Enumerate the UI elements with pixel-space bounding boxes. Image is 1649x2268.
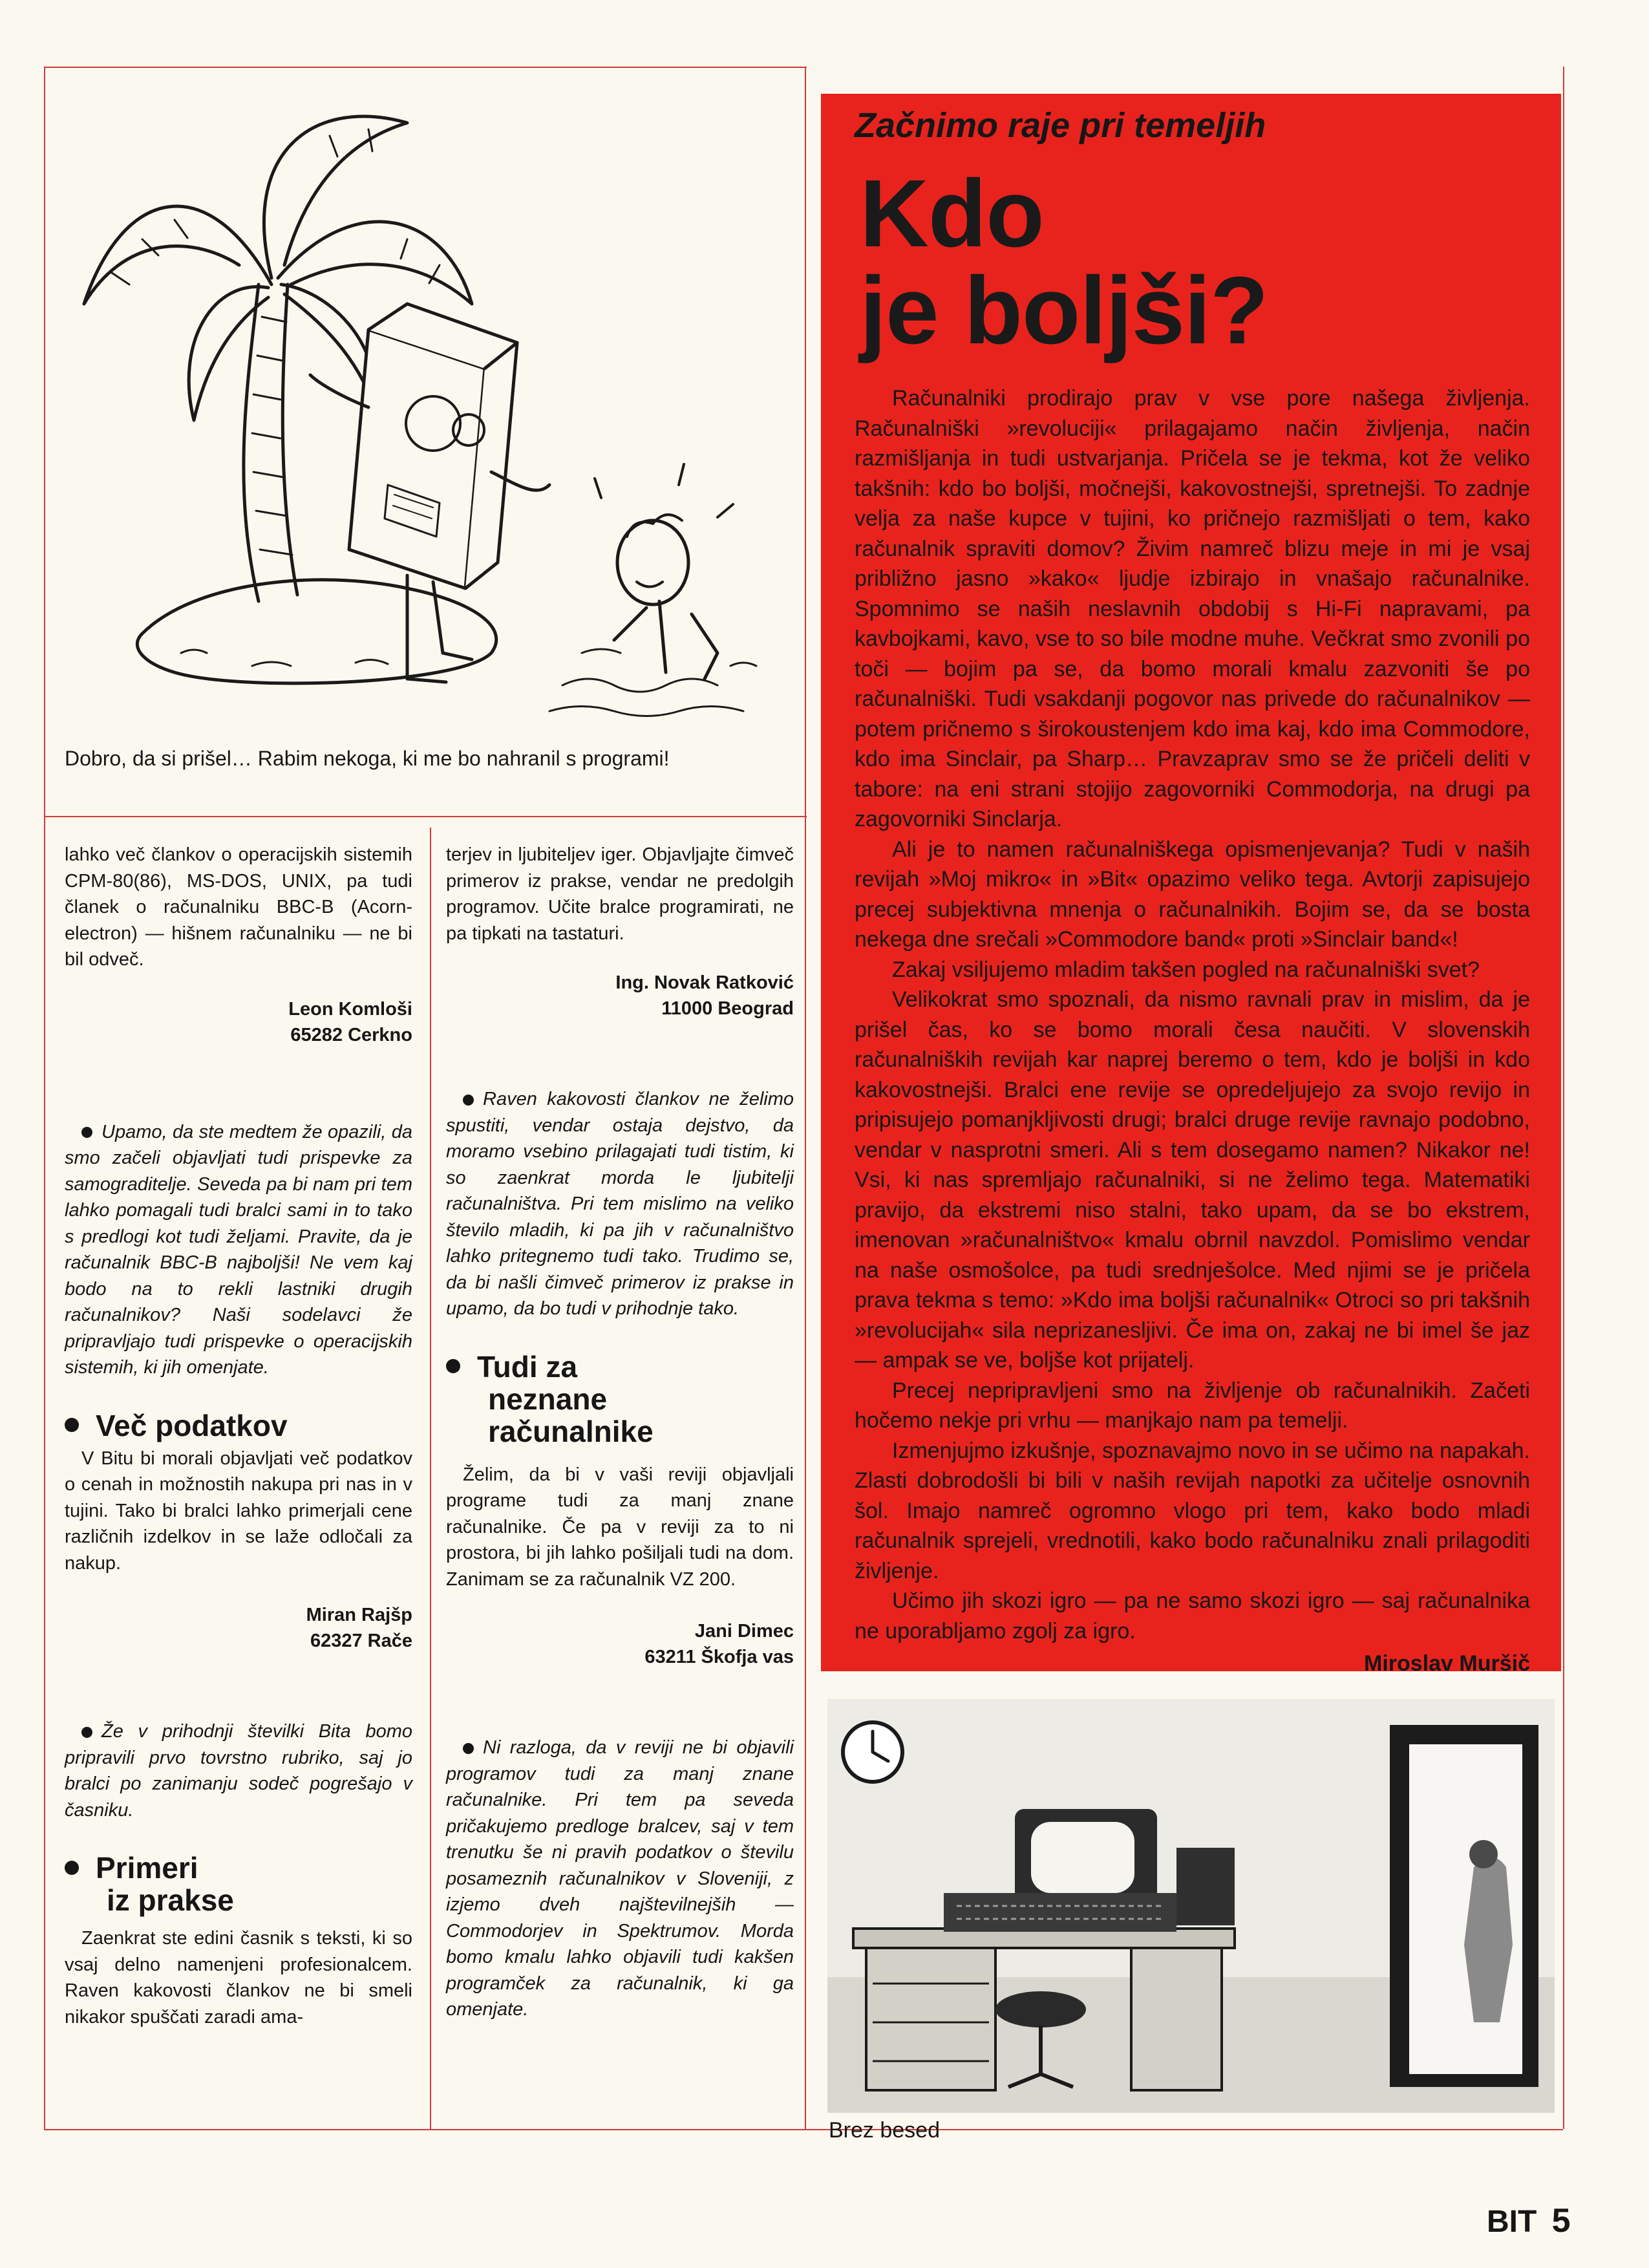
column-divider-letters xyxy=(430,828,431,2129)
letter-text: Zaenkrat ste edini časnik s teksti, ki so vsaj delno namenjeni profesionalcem. Raven kakovosti člankov ne bi smeli nikakor spuščati zaradi ama- xyxy=(65,1928,412,2027)
page-footer xyxy=(1487,2201,1571,2240)
section-heading: Tudi za xyxy=(446,1351,794,1383)
article-body xyxy=(855,383,1530,1679)
article-paragraph: Precej nepripravljeni smo na življenje ob računalnikih. Začeti hočemo nekje pri vrhu — manjkajo nam pa temelji. xyxy=(855,1378,1530,1433)
island-cartoon-drawing xyxy=(45,71,776,756)
section-heading-line: neznane xyxy=(488,1382,608,1416)
letters-column-left xyxy=(65,842,412,2030)
letter-signature-place: 62327 Rače xyxy=(310,1631,412,1651)
letter-signature-name: Jani Dimec xyxy=(694,1621,794,1642)
column-divider-main xyxy=(805,67,806,2129)
frame-top-rule xyxy=(44,67,807,68)
editor-reply: Že v prihodnji številki Bita bomo pripravili prvo tovrstno rubriko, saj jo bralci po zanimanju sodeč pogrešajo v časniku. xyxy=(65,1721,412,1821)
article-paragraph: Velikokrat smo spoznali, da nismo ravnali prav in mislim, da je prišel čas, ko se bomo morali česa naučiti. V slovenskih računalniških revijah kar naprej beremo o tem, kdo je boljši in kdo kakovostnejši. Bralci ene revije se opredeljujejo za svojo revijo in pripisujejo pomanjkljivosti drugi; bralci druge revije ravnajo podobno, vendar v nasprotni smeri. Ali s tem dosegamo namen? Nikakor ne! Vsi, ki nas spremljajo računalniki, si ne želimo tega. Matematiki pravijo, da ekstremi niso stalni, tako upam, da se bo ekstrem, imenovan »računalništvo« kmalu obrnil navzdol. Pomislimo vendar na naše osmošolce, pa tudi srednješolce. Med njimi se je pričela prava tekma s temo: »Kdo ima boljši računalnik« Otroci so pri takšnih »revolucijah« sila neprizanesljivi. Če ima on, zakaj ne bi imel še jaz — ampak se ve, boljše kot prijatelj. xyxy=(855,987,1530,1373)
article-paragraph: Ali je to namen računalniškega opismenjevanja? Tudi v naših revijah »Moj mikro« in »Bit« opazimo veliko tega. Avtorji zapisujejo precej subjektivna mnenja o računalnikih. Bojim se, da se bosta nekega dne srečali »Commodore band« proti »Sinclair band«! xyxy=(855,837,1530,952)
editor-reply: Ni razloga, da v reviji ne bi objavili programov tudi za manj znane računalnike. Pri tem pa seveda pričakujemo predloge bralcev, saj v tem trenutku še ni pravih podatkov o številu posameznih računalnikov v Sloveniji, z izjemo dveh najštevilnejših — Commodorjev in Spektrumov. Morda bomo kmalu lahko objavili tudi kakšen programček za računalnik, ki ga omenjate. xyxy=(446,1737,794,2020)
letter-text: terjev in ljubiteljev iger. Objavljajte čimveč primerov iz prakse, vendar ne predolgih programov. Učite bralce programirati, ne pa tipkati na tastaturi. xyxy=(446,844,794,944)
magazine-name: BIT xyxy=(1487,2205,1537,2239)
bullet-icon xyxy=(81,1727,92,1738)
section-heading-line: iz prakse xyxy=(107,1883,234,1917)
letter-text: Želim, da bi v vaši reviji objavljali programe tudi za manj znane računalnike. Če pa v reviji za to ni prostora, bi jih lahko pošiljali tudi na dom. Zanimam se za računalnik VZ 200. xyxy=(446,1464,794,1590)
article-paragraph: Učimo jih skozi igro — pa ne samo skozi igro — saj računalnika ne uporabljamo zgolj za igro. xyxy=(855,1589,1530,1643)
article-red-box xyxy=(821,94,1561,1676)
letter-signature-place: 63211 Škofja vas xyxy=(644,1647,794,1667)
computer-room-drawing xyxy=(827,1699,1555,2113)
letter-text: lahko več člankov o operacijskih sistemih CPM-80(86), MS-DOS, UNIX, pa tudi članek o računalniku BBC-B (Acorn-electron) — hišnem računalniku — ne bi bil odveč. xyxy=(65,844,412,970)
frame-right-rule xyxy=(1563,67,1564,2129)
computer-room-cartoon xyxy=(827,1699,1555,2113)
article-paragraph: Računalniki prodirajo prav v vse pore našega življenja. Računalniški »revoluciji« prilagajamo način življenja, način razmišljanja in tudi ustvarjanja. Pričela se je tekma, kot že veliko takšnih: kdo bo boljši, močnejši, kakovostnejši, spretnejši. To zadnje velja za naše kupce v tujini, ko pričnejo razmišljati o tem, kako računalnik spraviti domov? Živim namreč blizu meje in mi je vsaj približno jasno »kako« ljudje izbirajo in vnašajo računalnike. Spomnimo se naših neslavnih obdobij s Hi-Fi napravami, pa kavbojkami, kavo, vse to so bile modne muhe. Večkrat smo zvonili po toči — bojim pa se, da bomo morali kmalu zazvoniti še po računalniški. Tudi vsakdanji pogovor nas privede do računalnikov — potem pričnemo s širokoustenjem kdo ima kaj, kdo ima Commodore, kdo ima Sinclair, pa Sharp… Pravzaprav smo se že pričeli deliti v tabore: na eni strani stojijo zagovorniki Commodorja, na drugi pa zagovorniki Sinclarja. xyxy=(855,386,1530,831)
article-title-line2: je boljši? xyxy=(860,257,1268,364)
letter-signature-name: Miran Rajšp xyxy=(306,1605,412,1625)
bullet-icon xyxy=(463,1743,474,1754)
editor-reply: Upamo, da ste medtem že opazili, da smo začeli objavljati tudi prispevke za samograditelje. Seveda pa bi nam pri tem lahko pomagali tudi bralci sami in to tako s predlogi kot tudi željami. Pravite, da je računalnik BBC-B najboljši! Ne vem kaj bodo na to rekli lastniki drugih računalnikov? Naši sodelavci že pripravljajo tudi prispevke o operacijskih sistemih, ki jih omenjate. xyxy=(65,1121,412,1378)
bullet-icon xyxy=(65,1861,79,1875)
editor-reply: Raven kakovosti člankov ne želimo spustiti, vendar ostaja dejstvo, da moramo vsebino prilagajati tudi tistim, ki so zaenkrat morda le ljubitelji računalništva. Pri tem mislimo na veliko število mladih, ki pa jih v računalništvo lahko pritegnemo tudi tako. Trudimo se, da bi našli čimveč primerov iz prakse in upamo, da bo tudi v prihodnje tako. xyxy=(446,1089,794,1319)
letter-signature-name: Leon Komloši xyxy=(288,998,412,1020)
bullet-icon xyxy=(81,1127,92,1138)
frame-bottom-rule xyxy=(44,2129,1563,2130)
section-heading-line: računalnike xyxy=(488,1414,654,1448)
letter-text: V Bitu bi morali objavljati več podatkov o cenah in možnostih nakupa pri nas in v tujini. Tako bi bralci lahko primerjali cene različnih izdelkov in se laže odločali za nakup. xyxy=(65,1448,412,1574)
bullet-icon xyxy=(463,1095,474,1106)
clock-icon xyxy=(843,1722,902,1782)
article-paragraph: Izmenjujmo izkušnje, spoznavajmo novo in se učimo na napakah. Zlasti dobrodošli bi bili v naših revijah napotki za učitelje osnovnih šol. Imajo namreč ogromno vlogo pri tem, kako bodo mladi računalnik sprejeli, vrednotili, kako bodo računalniku znali prilagoditi življenje. xyxy=(855,1438,1530,1583)
caption-divider xyxy=(44,816,807,817)
letter-signature-place: 11000 Beograd xyxy=(661,998,794,1019)
island-cartoon-caption: Dobro, da si prišel… Rabim nekoga, ki me bo nahranil s programi! xyxy=(65,747,670,770)
letter-signature-name: Ing. Novak Ratković xyxy=(615,972,794,993)
computer-room-caption: Brez besed xyxy=(829,2118,940,2143)
section-heading: Primeri xyxy=(65,1852,412,1884)
article-title-line1: Kdo xyxy=(860,160,1044,267)
bullet-icon xyxy=(446,1359,460,1373)
article-author: Miroslav Muršič xyxy=(1364,1651,1530,1676)
island-cartoon xyxy=(45,71,776,756)
article-kicker: Začnimo raje pri temeljih xyxy=(855,106,1266,145)
page-number: 5 xyxy=(1551,2202,1571,2240)
letters-column-right xyxy=(446,842,794,2023)
section-heading: Več podatkov xyxy=(65,1409,412,1442)
article-paragraph: Zakaj vsiljujemo mladim takšen pogled na računalniški svet? xyxy=(892,957,1480,982)
letter-signature-place: 65282 Cerkno xyxy=(290,1024,412,1045)
bullet-icon xyxy=(65,1418,79,1432)
